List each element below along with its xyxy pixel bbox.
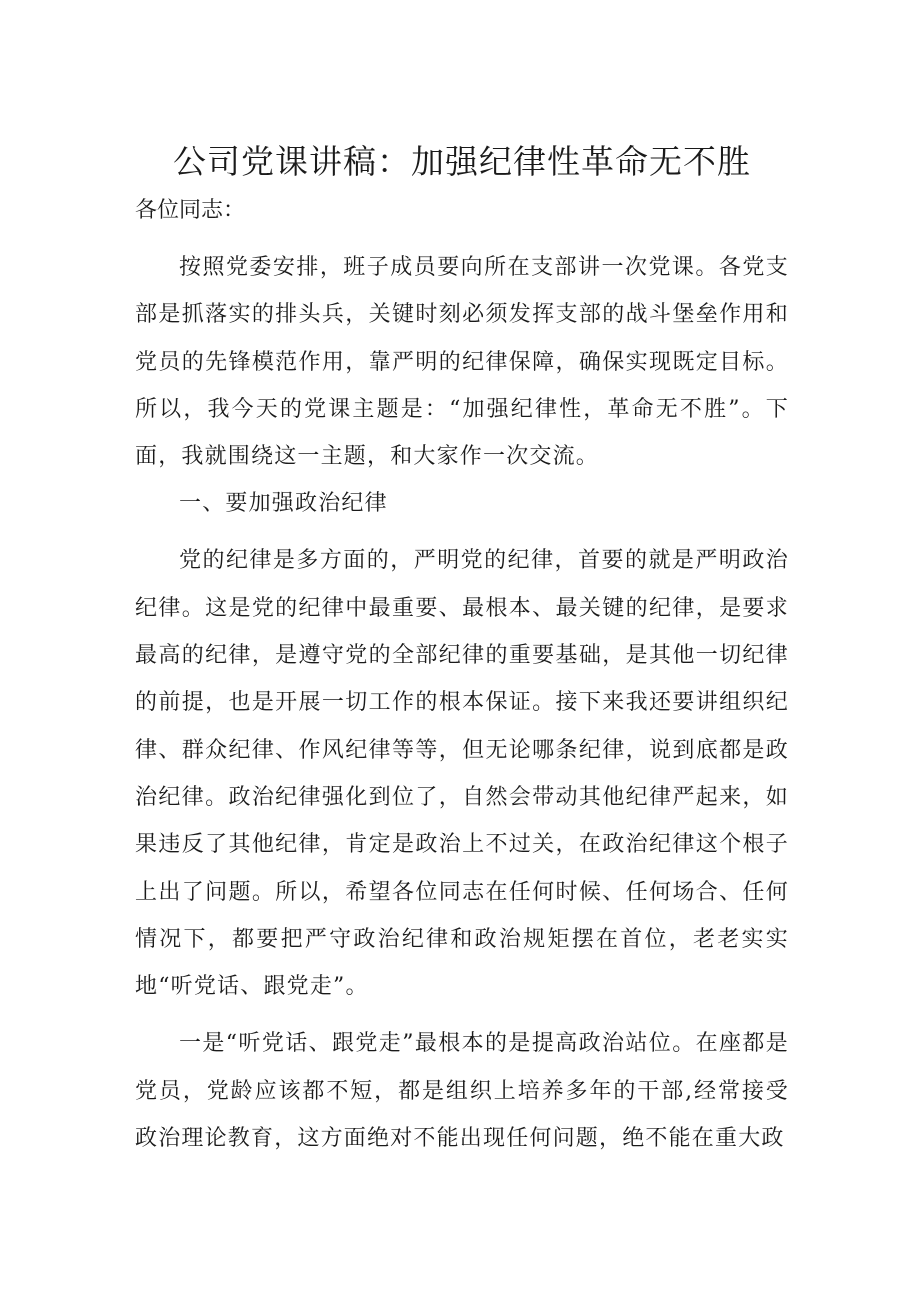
section-heading: 一、要加强政治纪律	[179, 491, 388, 517]
document-title: 公司党课讲稿：加强纪律性革命无不胜	[173, 142, 751, 181]
paragraph-political-discipline: 党的纪律是多方面的，严明党的纪律，首要的就是严明政治纪律。这是党的纪律中最重要、最根本、最关键的纪律，是要求最高的纪律，是遵守党的全部纪律的重要基础，是其他一切纪律的前提，也是开展一切工作的根本保证。接下来我还要讲组织纪律、群众纪律、作风纪律等等，但无论哪条纪律，说到底都是政治纪律。政治纪律强化到位了，自然会带动其他纪律严起来，如果违反了其他纪律，肯定是政治上不过关，在政治纪律这个根子上出了问题。所以，希望各位同志在任何时候、任何场合、任何情况下，都要把严守政治纪律和政治规矩摆在首位，老老实实地“听党话、跟党走”。	[135, 548, 789, 1000]
document-page	[135, 130, 789, 1162]
paragraph-point-one: 一是“听党话、跟党走”最根本的是提高政治站位。在座都是党员，党龄应该都不短，都是组织上培养多年的干部,经常接受政治理论教育，这方面绝对不能出现任何问题，绝不能在重大政	[135, 1031, 789, 1152]
paragraph-intro: 按照党委安排，班子成员要向所在支部讲一次党课。各党支部是抓落实的排头兵，关键时刻必须发挥支部的战斗堡垒作用和党员的先锋模范作用，靠严明的纪律保障，确保实现既定目标。所以，我今天的党课主题是：“加强纪律性，革命无不胜”。下面，我就围绕这一主题，和大家作一次交流。	[135, 255, 789, 470]
greeting: 各位同志：	[135, 198, 246, 223]
